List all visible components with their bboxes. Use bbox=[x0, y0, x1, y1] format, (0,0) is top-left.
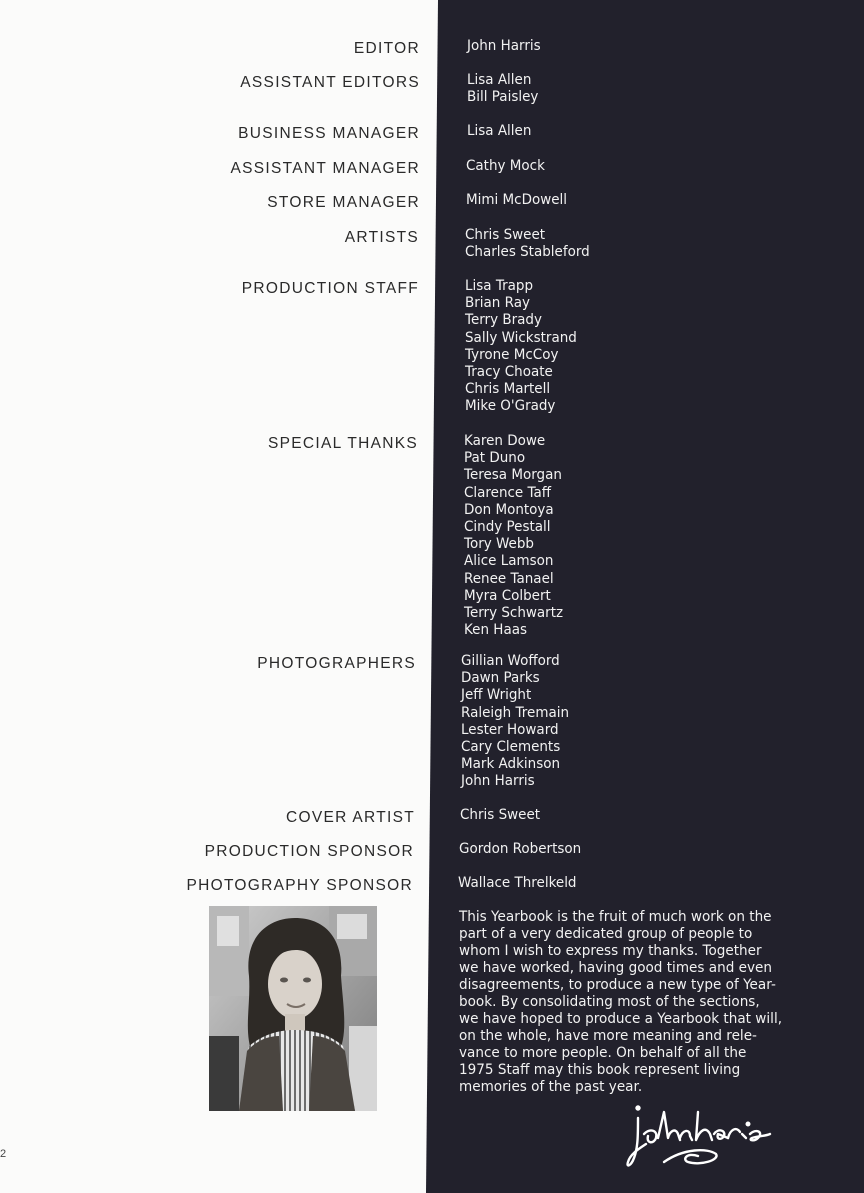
credit-role-label: ARTISTS bbox=[344, 229, 419, 246]
staff-name: Clarence Taff bbox=[464, 484, 552, 501]
staff-name: Tracy Choate bbox=[465, 363, 553, 380]
staff-name: Charles Stableford bbox=[465, 244, 590, 261]
message-line: part of a very dedicated group of people to bbox=[459, 925, 753, 942]
credit-names bbox=[459, 841, 581, 858]
staff-name: Chris Martell bbox=[465, 381, 551, 398]
staff-name: Terry Schwartz bbox=[464, 604, 564, 621]
staff-name: Lisa Allen bbox=[467, 72, 532, 88]
editor-portrait-photo bbox=[209, 906, 377, 1111]
staff-name: Chris Sweet bbox=[465, 227, 546, 243]
credit-names bbox=[466, 192, 567, 209]
staff-name: Cary Clements bbox=[461, 738, 561, 755]
credit-role-label: PRODUCTION STAFF bbox=[241, 280, 419, 297]
staff-name: Ken Haas bbox=[464, 622, 528, 639]
staff-name: Renee Tanael bbox=[464, 570, 554, 587]
staff-name: Lester Howard bbox=[461, 721, 559, 738]
editor-signature bbox=[624, 1104, 774, 1176]
staff-name: Mimi McDowell bbox=[466, 192, 568, 208]
staff-name: Raleigh Tremain bbox=[461, 704, 570, 721]
staff-name: John Harris bbox=[461, 773, 535, 790]
staff-name: Mark Adkinson bbox=[461, 756, 561, 773]
handwritten-signature bbox=[624, 1104, 774, 1176]
credit-role-label: PHOTOGRAPHY SPONSOR bbox=[186, 877, 413, 894]
message-line: This Yearbook is the fruit of much work on the bbox=[459, 908, 772, 925]
credit-role-label: STORE MANAGER bbox=[267, 194, 420, 211]
staff-name: Wallace Threlkeld bbox=[458, 875, 577, 891]
credit-role-label: ASSISTANT EDITORS bbox=[240, 74, 420, 91]
staff-name: Jeff Wright bbox=[461, 687, 532, 704]
staff-name: Dawn Parks bbox=[461, 670, 540, 687]
staff-name: Gillian Wofford bbox=[461, 653, 560, 669]
staff-name: Tory Webb bbox=[464, 536, 534, 553]
staff-name: Myra Colbert bbox=[464, 587, 551, 604]
staff-name: Lisa Allen bbox=[467, 123, 532, 139]
staff-name: Sally Wickstrand bbox=[465, 329, 577, 346]
credit-role-label: EDITOR bbox=[353, 40, 420, 57]
staff-name: Lisa Trapp bbox=[465, 278, 534, 294]
message-line: we have worked, having good times and even bbox=[459, 959, 772, 976]
credit-role-label: ASSISTANT MANAGER bbox=[230, 160, 420, 177]
message-line: we have hoped to produce a Yearbook that will, bbox=[459, 1010, 783, 1027]
staff-name: Tyrone McCoy bbox=[465, 346, 559, 363]
credit-role-label: PHOTOGRAPHERS bbox=[257, 655, 416, 672]
message-line: 1975 Staff may this book represent living bbox=[459, 1061, 741, 1078]
staff-name: Don Montoya bbox=[464, 501, 554, 518]
message-line: book. By consolidating most of the sections, bbox=[459, 993, 760, 1010]
credit-names bbox=[465, 227, 590, 261]
staff-name: John Harris bbox=[467, 38, 541, 54]
credit-names bbox=[467, 72, 538, 106]
staff-name: Pat Duno bbox=[464, 450, 526, 467]
staff-name: Cathy Mock bbox=[466, 158, 545, 174]
page-number: 2 bbox=[0, 1148, 7, 1160]
credit-names bbox=[460, 807, 540, 824]
editor-message bbox=[459, 908, 812, 1095]
credit-names bbox=[465, 278, 577, 416]
staff-name: Alice Lamson bbox=[464, 553, 554, 570]
credit-names bbox=[466, 158, 545, 175]
credit-role-label: COVER ARTIST bbox=[285, 809, 415, 826]
staff-name: Cindy Pestall bbox=[464, 518, 551, 535]
credit-names bbox=[464, 433, 563, 639]
credit-role-label: PRODUCTION SPONSOR bbox=[204, 843, 414, 860]
staff-name: Bill Paisley bbox=[467, 89, 539, 106]
credit-names bbox=[461, 653, 569, 791]
message-line: disagreements, to produce a new type of Year- bbox=[459, 976, 776, 993]
credit-names bbox=[467, 123, 531, 140]
staff-name: Gordon Robertson bbox=[459, 841, 582, 857]
message-line: whom I wish to express my thanks. Together bbox=[459, 942, 762, 959]
credit-names bbox=[458, 875, 577, 892]
editor-portrait-image bbox=[209, 906, 377, 1111]
message-line: vance to more people. On behalf of all the bbox=[459, 1044, 747, 1061]
staff-name: Brian Ray bbox=[465, 295, 530, 312]
staff-name: Karen Dowe bbox=[464, 433, 546, 449]
message-line: memories of the past year. bbox=[459, 1078, 643, 1095]
credit-names bbox=[467, 38, 541, 55]
staff-name: Teresa Morgan bbox=[464, 467, 562, 484]
credit-role-label: BUSINESS MANAGER bbox=[238, 125, 420, 142]
message-line: on the whole, have more meaning and rele- bbox=[459, 1027, 757, 1044]
credit-role-label: SPECIAL THANKS bbox=[268, 435, 418, 452]
staff-name: Chris Sweet bbox=[460, 807, 541, 823]
staff-name: Mike O'Grady bbox=[465, 398, 556, 415]
staff-name: Terry Brady bbox=[465, 312, 542, 329]
